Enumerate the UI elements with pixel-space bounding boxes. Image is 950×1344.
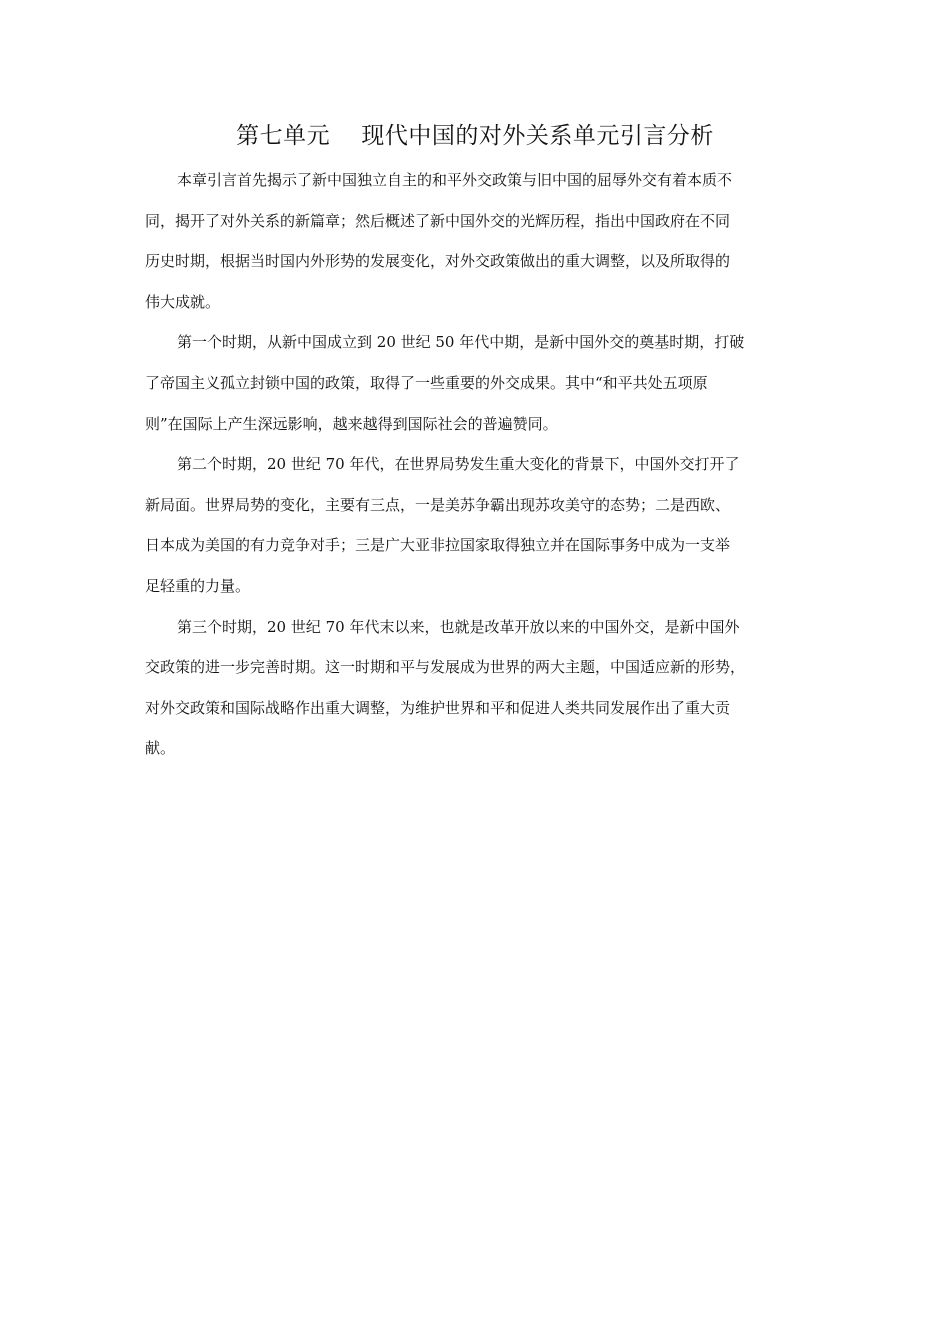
paragraph-line: 足轻重的力量。 <box>145 576 251 595</box>
paragraph-line: 交政策的进一步完善时期。这一时期和平与发展成为世界的两大主题，中国适应新的形势， <box>145 658 746 677</box>
paragraph-period-two <box>145 444 805 606</box>
paragraph-line: 第二个时期，20 世纪 70 年代，在世界局势发生重大变化的背景下，中国外交打开了 <box>177 455 740 474</box>
paragraph-line: 新局面。世界局势的变化，主要有三点，一是美苏争霸出现苏攻美守的态势；二是西欧、 <box>145 495 731 514</box>
paragraph-line: 同，揭开了对外关系的新篇章；然后概述了新中国外交的光辉历程，指出中国政府在不同 <box>145 211 731 230</box>
paragraph-line: 伟大成就。 <box>145 292 221 311</box>
paragraph-intro <box>145 160 805 322</box>
paragraph-line: 则”在国际上产生深远影响，越来越得到国际社会的普遍赞同。 <box>145 414 558 433</box>
document-body <box>145 160 805 769</box>
document-title: 第七单元 现代中国的对外关系单元引言分析 <box>236 123 714 149</box>
paragraph-line: 第一个时期，从新中国成立到 20 世纪 50 年代中期，是新中国外交的奠基时期，打破 <box>177 333 745 352</box>
paragraph-line: 日本成为美国的有力竞争对手；三是广大亚非拉国家取得独立并在国际事务中成为一支举 <box>145 536 731 555</box>
paragraph-line: 历史时期，根据当时国内外形势的发展变化，对外交政策做出的重大调整，以及所取得的 <box>145 252 731 271</box>
paragraph-line: 献。 <box>145 739 176 758</box>
paragraph-period-one <box>145 322 805 444</box>
paragraph-period-three <box>145 607 805 769</box>
paragraph-line: 本章引言首先揭示了新中国独立自主的和平外交政策与旧中国的屈辱外交有着本质不 <box>177 171 733 189</box>
paragraph-line: 了帝国主义孤立封锁中国的政策，取得了一些重要的外交成果。其中“和平共处五项原 <box>145 373 708 392</box>
paragraph-line: 对外交政策和国际战略作出重大调整，为维护世界和平和促进人类共同发展作出了重大贡 <box>145 698 731 717</box>
paragraph-line: 第三个时期，20 世纪 70 年代末以来，也就是改革开放以来的中国外交，是新中国外 <box>177 617 740 636</box>
